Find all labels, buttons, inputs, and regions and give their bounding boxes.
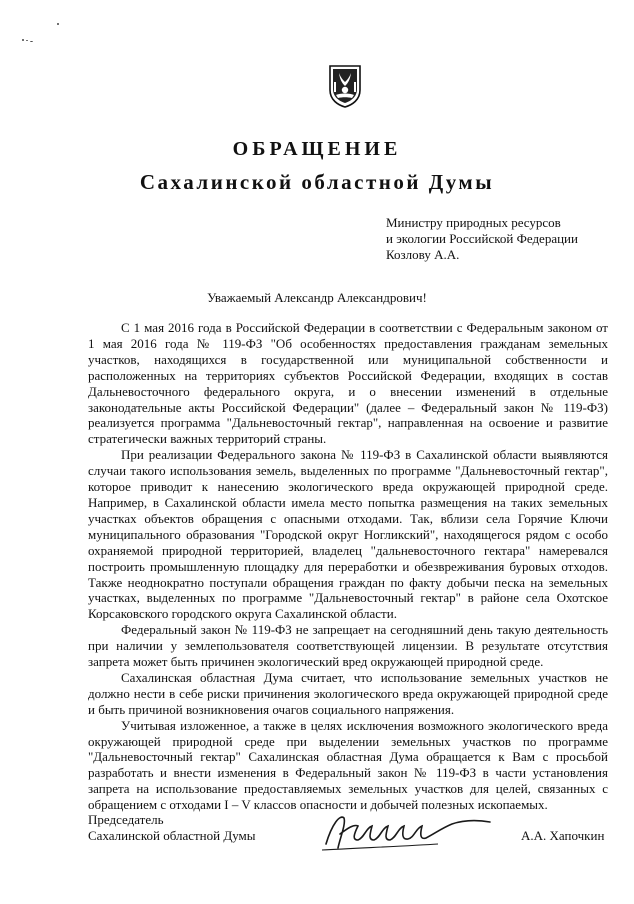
body-paragraph: При реализации Федерального закона № 119-ФЗ в Сахалинской области выявляются случаи такого использования земель, выделенных по программе "Дальневосточный гектар", которое приводит к нанесению экологического вреда окружающей природной среде. Например, в Сахалинской области имела место попытка размещения на таких земельных участках объектов обращения с опасными отходами. Так, вблизи села Горячие Ключи муниципального образования "Городской округ Ногликский", находящегося рядом с особо охраняемой природной территорией, владелец "дальневосточного гектара" намеревался построить промышленную площадку для переработки и обезвреживания буровых отходов. Также неоднократно поступали обращения граждан по факту добычи песка на земельных участках, выделенных по программе "Дальневосточный гектар" в районе села Охотское Корсаковского городского округа Сахалинской области. xyxy=(88,447,608,622)
body-paragraph: Учитывая изложенное, а также в целях исключения возможного экологического вреда окружающей природной среде при выделении земельных участков по программе "Дальневосточный гектар" Сахалинская областная Дума обращается к Вам с просьбой разработать и внести изменения в Федеральный закон № 119-ФЗ в части установления запрета на использование предоставляемых земельных участков для целей, связанных с обращением с отходами I – V классов опасности и добычей полезных ископаемых. xyxy=(88,717,608,813)
scan-speck xyxy=(22,39,24,41)
letter-body xyxy=(88,320,608,813)
scan-speck xyxy=(30,41,33,42)
addressee-name: Козлову А.А. xyxy=(386,247,460,262)
addressee-line: Министру природных ресурсов xyxy=(386,215,561,230)
body-paragraph: Федеральный закон № 119-ФЗ не запрещает на сегодняшний день такую деятельность при наличии у землепользователя соответствующей лицензии. В результате отсутствия запрета может быть причинен экологический вред окружающей природной среде. xyxy=(88,622,608,670)
document-title: ОБРАЩЕНИЕ xyxy=(232,138,402,160)
scan-speck xyxy=(26,40,28,41)
body-paragraph: Сахалинская областная Дума считает, что использование земельных участков не должно нести в себе риски причинения экологического вреда окружающей природной среде и быть причиной возникновения очагов социального напряжения. xyxy=(88,669,608,717)
handwritten-signature-icon xyxy=(318,804,498,856)
addressee-block xyxy=(386,215,578,263)
signatory-position xyxy=(88,812,256,844)
position-line: Сахалинской областной Думы xyxy=(88,828,256,843)
document-subtitle: Сахалинской областной Думы xyxy=(139,170,495,194)
coat-of-arms-icon xyxy=(328,64,362,108)
body-paragraph: С 1 мая 2016 года в Российской Федерации в соответствии с Федеральным законом от 1 мая 2016 года № 119-ФЗ "Об особенностях предоставления гражданам земельных участков, находящихся в государственной или муниципальной собственности и расположенных на территориях субъектов Российской Федерации, входящих в состав Дальневосточного федерального округа, и о внесении изменений в отдельные законодательные акты Российской Федерации" (далее – Федеральный закон № 119-ФЗ) реализуется программа "Дальневосточный гектар", направленная на освоение и развитие стратегически важных территорий страны. xyxy=(88,320,608,447)
scan-speck xyxy=(57,23,59,25)
signatory-name: А.А. Хапочкин xyxy=(521,828,605,843)
addressee-line: и экологии Российской Федерации xyxy=(386,231,578,246)
position-line: Председатель xyxy=(88,812,164,827)
salutation: Уважаемый Александр Александрович! xyxy=(207,290,427,305)
